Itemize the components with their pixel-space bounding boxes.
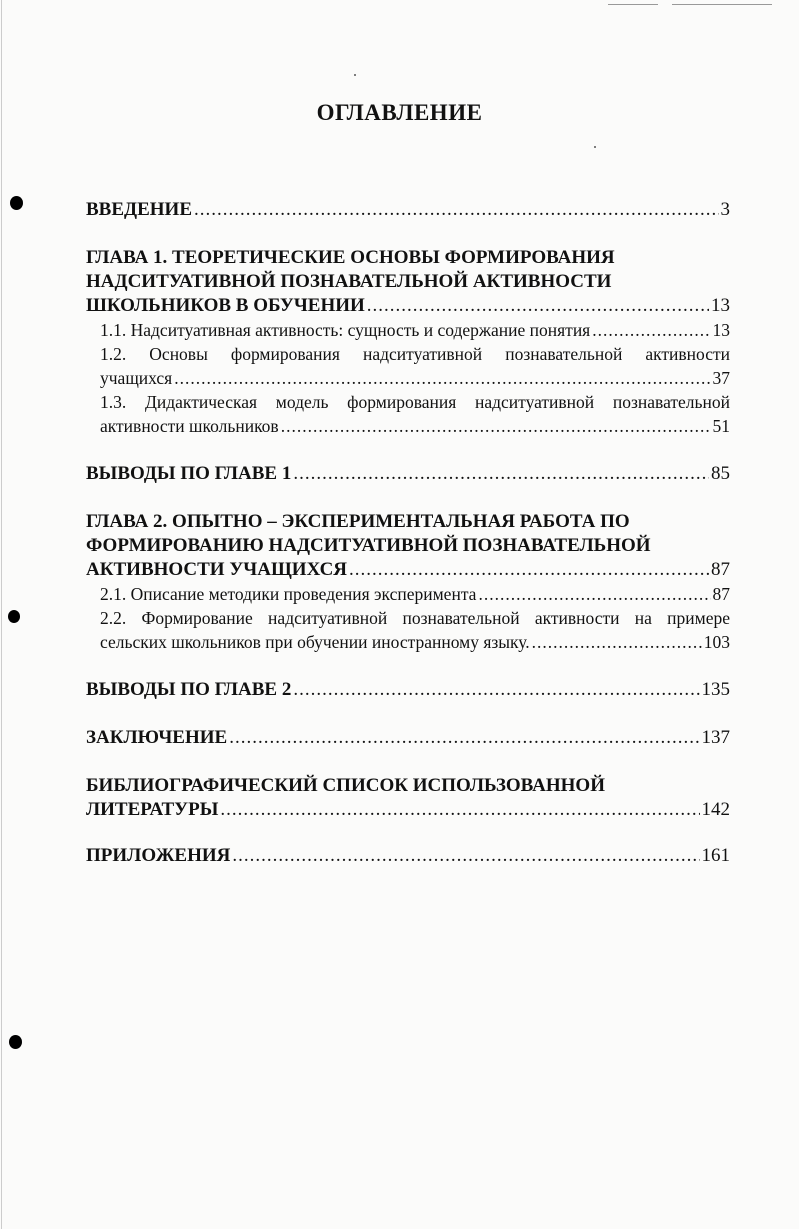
page-title: ОГЛАВЛЕНИЕ [316,100,483,125]
scan-speck [354,74,356,76]
toc-entry-conclusions-2: ВЫВОДЫ ПО ГЛАВЕ 2 ..... 135 [86,678,730,702]
scan-mark [8,610,20,623]
toc-entry-chapter-2: ГЛАВА 2. ОПЫТНО – ЭКСПЕРИМЕНТАЛЬНАЯ РАБОТА ПО ФОРМИРОВАНИЮ НАДСИТУАТИВНОЙ ПОЗНАВАТЕЛЬНОЙ АКТИВНОСТИ УЧАЩИХСЯ ..... 87 [86,510,730,582]
toc-entry-bibliography: БИБЛИОГРАФИЧЕСКИЙ СПИСОК ИСПОЛЬЗОВАННОЙ ЛИТЕРАТУРЫ ..... 142 [86,774,730,822]
scan-line [672,4,772,5]
toc-entry-section-1-3: 1.3. Дидактическая модель формирования надситуативной познавательной активности школьников ..... 51 [86,390,730,438]
toc-entry-appendices: ПРИЛОЖЕНИЯ ..... 161 [86,844,730,868]
toc-entry-section-2-2: 2.2. Формирование надситуативной познавательной активности на примере сельских школьников при обучении иностранному языку. ..... 103 [86,606,730,654]
scan-line [608,4,658,5]
toc-entry-section-2-1: 2.1. Описание методики проведения эксперимента ..... 87 [86,582,730,606]
toc-entry-chapter-1: ГЛАВА 1. ТЕОРЕТИЧЕСКИЕ ОСНОВЫ ФОРМИРОВАНИЯ НАДСИТУАТИВНОЙ ПОЗНАВАТЕЛЬНОЙ АКТИВНОСТИ ШКОЛЬНИКОВ В ОБУЧЕНИИ ..... 13 [86,246,730,318]
table-of-contents [86,198,730,868]
toc-entry-section-1-2: 1.2. Основы формирования надситуативной познавательной активности учащихся ..... 37 [86,342,730,390]
scan-speck [594,146,596,148]
scan-mark [10,196,23,210]
scan-mark [9,1035,22,1049]
page-edge [1,0,2,1229]
toc-entry-conclusions-1: ВЫВОДЫ ПО ГЛАВЕ 1 ..... 85 [86,462,730,486]
toc-entry-conclusion: ЗАКЛЮЧЕНИЕ ..... 137 [86,726,730,750]
toc-entry-section-1-1: 1.1. Надситуативная активность: сущность и содержание понятия ..... 13 [86,318,730,342]
toc-entry-introduction: ВВЕДЕНИЕ ..... 3 [86,198,730,222]
